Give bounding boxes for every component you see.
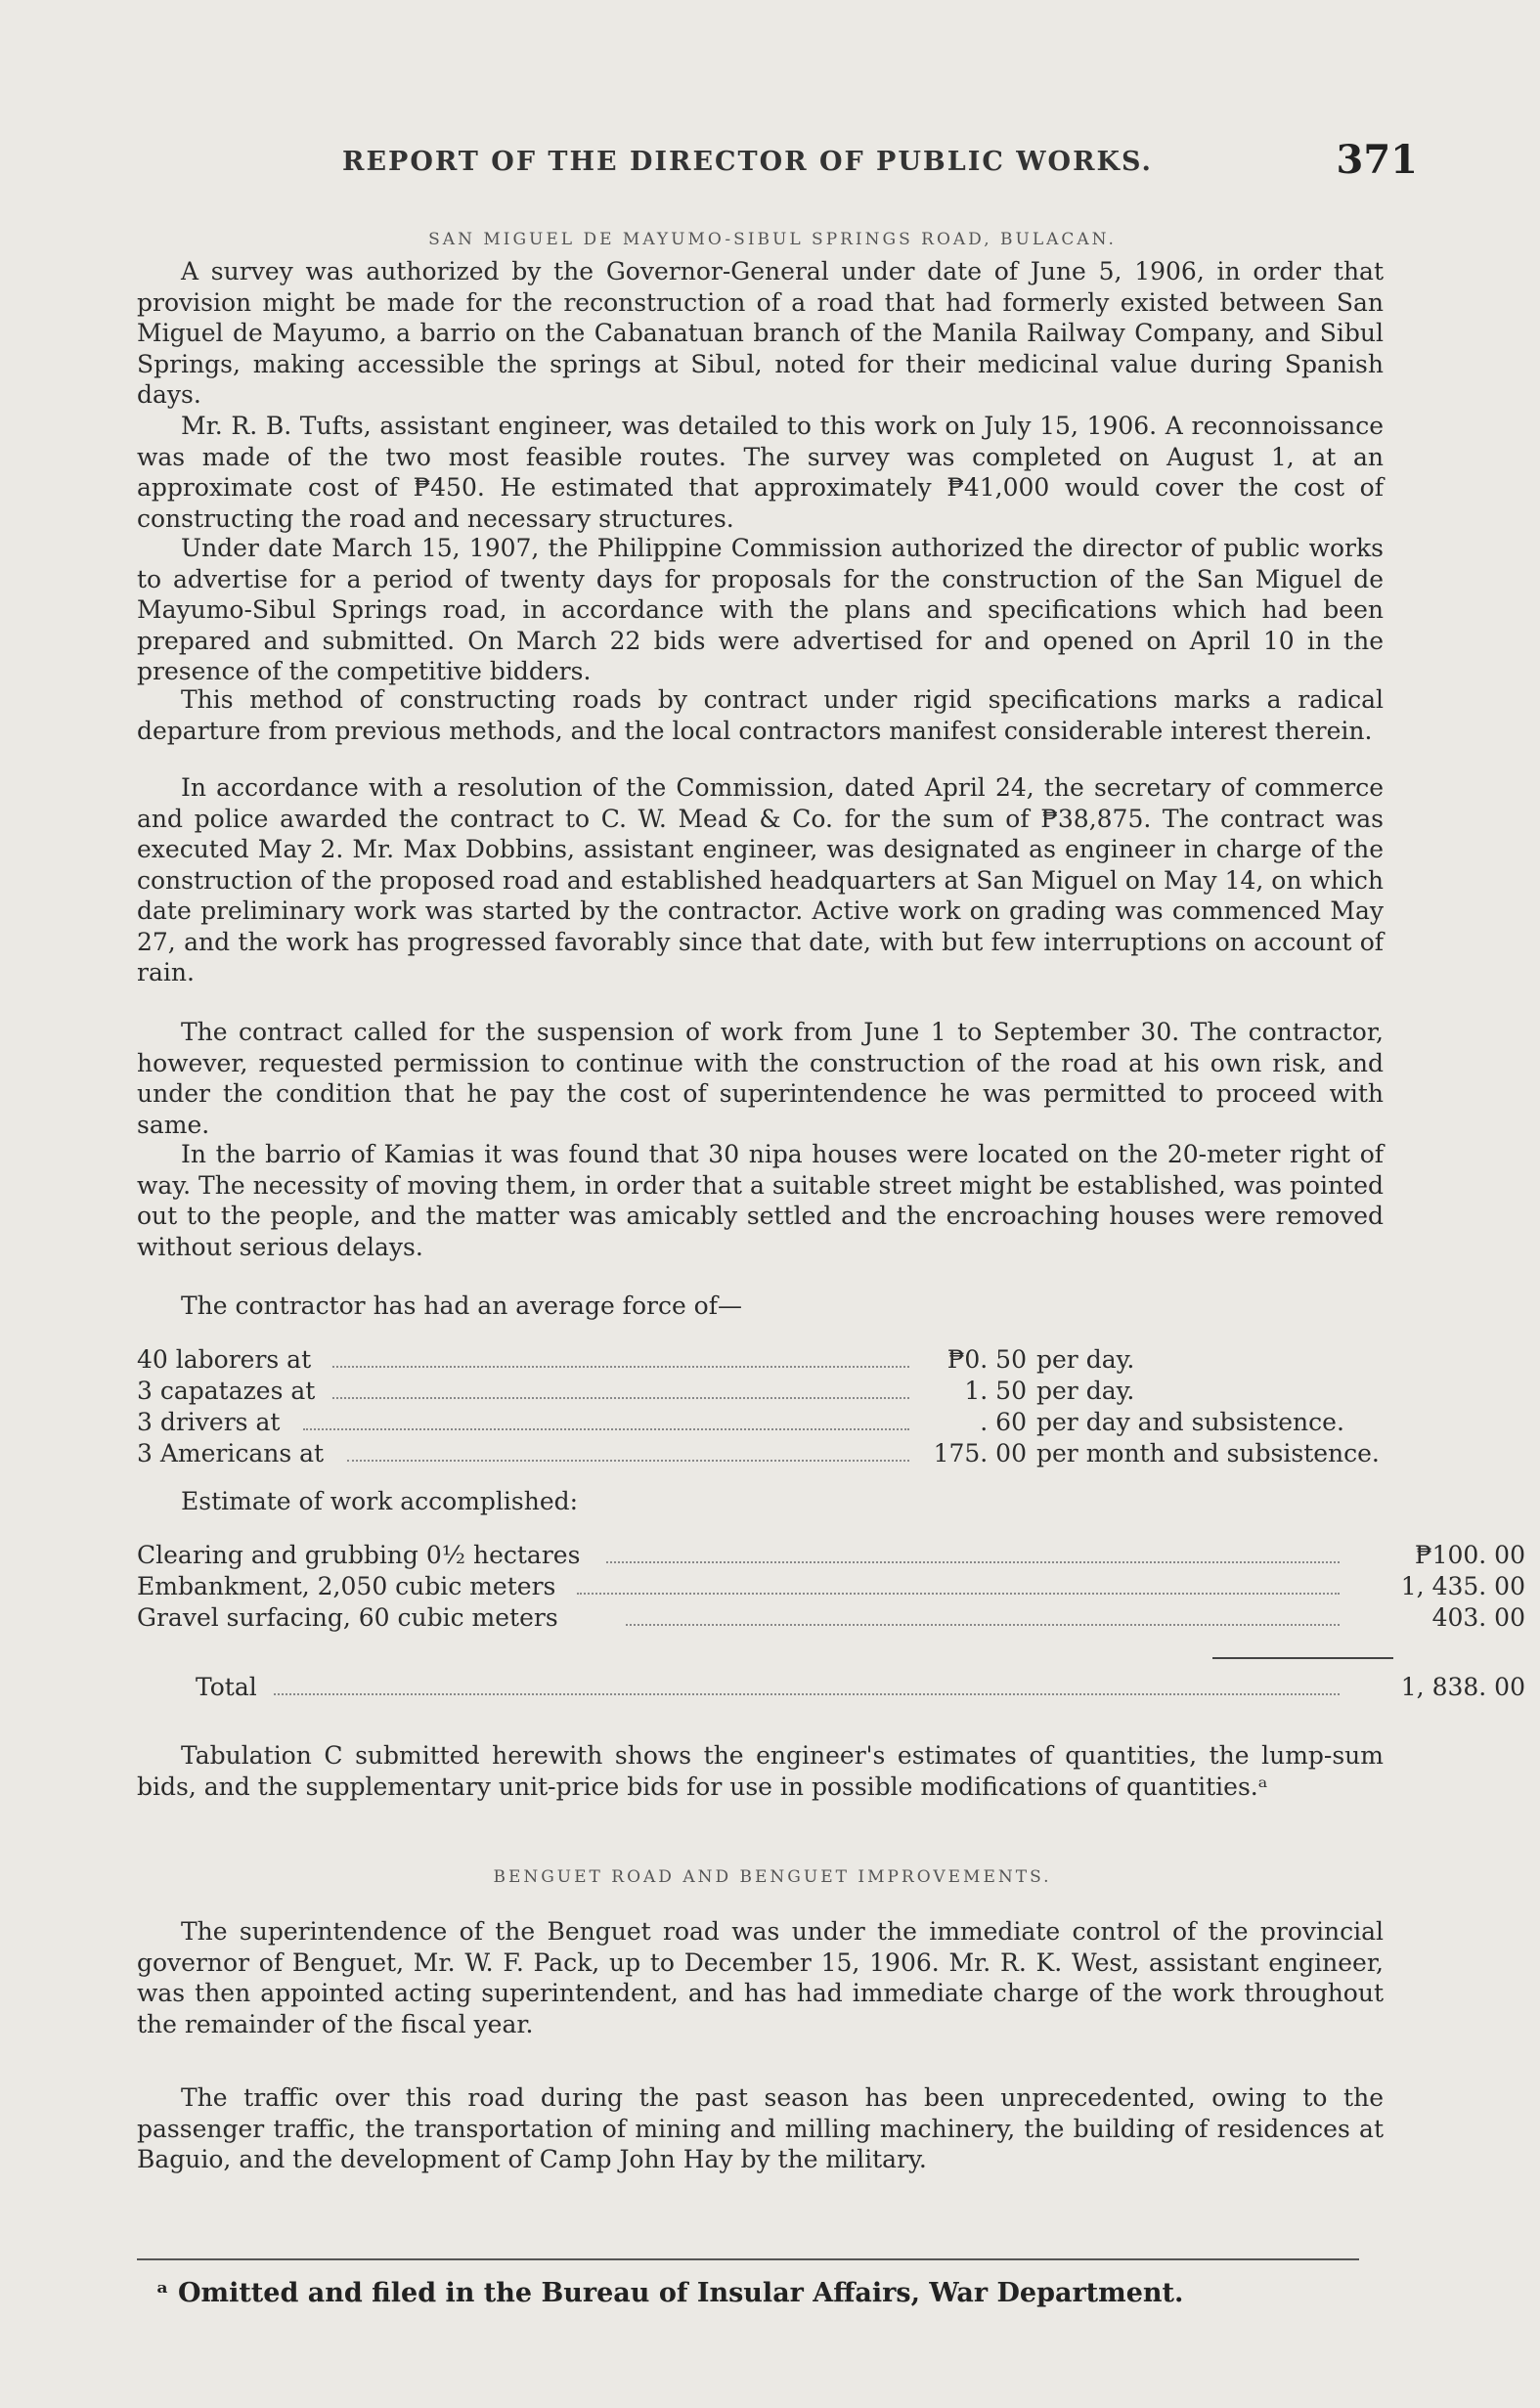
row-label: 40 laborers at bbox=[137, 1345, 312, 1374]
page-header bbox=[342, 137, 1437, 196]
leader-dots bbox=[347, 1460, 909, 1462]
row-amount: ₱0. 50 bbox=[946, 1345, 1027, 1374]
leader-dots bbox=[332, 1397, 909, 1399]
total-amount: 1, 838. 00 bbox=[1400, 1673, 1525, 1701]
leader-dots bbox=[274, 1693, 1340, 1695]
total-row bbox=[137, 1672, 1525, 1703]
footnote: ᵃ Omitted and filed in the Bureau of Insular Affairs, War Department. bbox=[156, 2278, 1184, 2308]
leader-dots bbox=[332, 1366, 909, 1368]
total-table bbox=[137, 1672, 1525, 1703]
row-label: Clearing and grubbing 0½ hectares bbox=[137, 1541, 581, 1569]
leader-dots bbox=[626, 1624, 1340, 1626]
total-rule bbox=[1212, 1657, 1393, 1659]
paragraph: The contractor has had an average force of— bbox=[181, 1292, 742, 1320]
row-amount: 403. 00 bbox=[1431, 1603, 1525, 1632]
row-amount: 1. 50 bbox=[964, 1377, 1027, 1405]
footnote-rule bbox=[137, 2258, 1359, 2260]
paragraph: The contract called for the suspension of work from June 1 to September 30. The contractor, however, requested permission to continue with the construction of the road at his own risk, and under the condition that he pay the cost of superintendence he was permitted to proceed with same. bbox=[137, 1018, 1384, 1139]
table-row bbox=[137, 1438, 1384, 1469]
section-title: BENGUET ROAD AND BENGUET IMPROVEMENTS. bbox=[493, 1867, 1052, 1887]
row-amount: 1, 435. 00 bbox=[1400, 1572, 1525, 1600]
row-amount: 175. 00 bbox=[933, 1439, 1027, 1467]
running-head: REPORT OF THE DIRECTOR OF PUBLIC WORKS. bbox=[342, 147, 1153, 177]
row-amount: ₱100. 00 bbox=[1414, 1541, 1525, 1569]
table-row bbox=[137, 1602, 1525, 1634]
paragraph: This method of constructing roads by contract under rigid specifications marks a radical departure from previous methods, and the local contractors manifest considerable interest therein. bbox=[137, 685, 1384, 745]
paragraph: Estimate of work accomplished: bbox=[181, 1487, 579, 1515]
paragraph: In accordance with a resolution of the Commission, dated April 24, the secretary of commerce and police awarded the contract to C. W. Mead & Co. for the sum of ₱38,875. The contract was executed May 2. Mr. Max Dobbins, assistant engineer, was designated as engineer in charge of the construction of the proposed road and established headquarters at San Miguel on May 14, on which date preliminary work was started by the contractor. Active work on grading was commenced May 27, and the work has progressed favorably since that date, with but few interruptions on account of rain. bbox=[137, 773, 1384, 986]
leader-dots bbox=[577, 1593, 1340, 1595]
force-table bbox=[137, 1344, 1384, 1469]
row-label: Gravel surfacing, 60 cubic meters bbox=[137, 1603, 558, 1632]
table-row bbox=[137, 1376, 1384, 1407]
row-amount: . 60 bbox=[980, 1408, 1027, 1436]
table-row bbox=[137, 1407, 1384, 1438]
table-row bbox=[137, 1540, 1525, 1571]
leader-dots bbox=[606, 1561, 1340, 1563]
row-label: 3 capatazes at bbox=[137, 1377, 316, 1405]
row-desc: per day and subsistence. bbox=[1036, 1408, 1344, 1436]
paragraph: In the barrio of Kamias it was found that 30 nipa houses were located on the 20-meter right of way. The necessity of moving them, in order that a suitable street might be established, was pointed out to the people, and the matter was amicably settled and the encroaching houses were removed without serious delays. bbox=[137, 1140, 1384, 1261]
row-desc: per month and subsistence. bbox=[1036, 1439, 1380, 1467]
table-row bbox=[137, 1344, 1384, 1376]
row-label: 3 drivers at bbox=[137, 1408, 281, 1436]
paragraph: The traffic over this road during the past season has been unprecedented, owing to the passenger traffic, the transportation of mining and milling machinery, the building of residences at Baguio, and the development of Camp John Hay by the military. bbox=[137, 2083, 1384, 2173]
paragraph: Mr. R. B. Tufts, assistant engineer, was detailed to this work on July 15, 1906. A reconnoissance was made of the two most feasible routes. The survey was completed on August 1, at an approximate cost of ₱450. He estimated that approximately ₱41,000 would cover the cost of constructing the road and necessary structures. bbox=[137, 412, 1384, 533]
table-row bbox=[137, 1571, 1525, 1602]
row-label: 3 Americans at bbox=[137, 1439, 325, 1467]
paragraph: Tabulation C submitted herewith shows the engineer's estimates of quantities, the lump-sum bids, and the supplementary unit-price bids for use in possible modifications of quantities.ᵃ bbox=[137, 1741, 1384, 1801]
total-label: Total bbox=[196, 1673, 257, 1701]
leader-dots bbox=[303, 1428, 909, 1430]
paragraph: The superintendence of the Benguet road was under the immediate control of the provincial governor of Benguet, Mr. W. F. Pack, up to December 15, 1906. Mr. R. K. West, assistant engineer, was then appointed acting superintendent, and has had immediate charge of the work throughout the remainder of the fiscal year. bbox=[137, 1917, 1384, 2038]
section-title: SAN MIGUEL DE MAYUMO-SIBUL SPRINGS ROAD, BULACAN. bbox=[428, 230, 1117, 249]
paragraph: A survey was authorized by the Governor-General under date of June 5, 1906, in order that provision might be made for the reconstruction of a road that had formerly existed between San Miguel de Mayumo, a barrio on the Cabanatuan branch of the Manila Railway Company, and Sibul Springs, making accessible the springs at Sibul, noted for their medicinal value during Spanish days. bbox=[137, 257, 1384, 409]
row-desc: per day. bbox=[1036, 1345, 1135, 1374]
page-number: 371 bbox=[1336, 137, 1418, 183]
row-desc: per day. bbox=[1036, 1377, 1135, 1405]
paragraph: Under date March 15, 1907, the Philippine Commission authorized the director of public works to advertise for a period of twenty days for proposals for the construction of the San Miguel de Mayumo-Sibul Springs road, in accordance with the plans and specifications which had been prepared and submitted. On March 22 bids were advertised for and opened on April 10 in the presence of the competitive bidders. bbox=[137, 534, 1384, 685]
estimate-table bbox=[137, 1540, 1525, 1634]
row-label: Embankment, 2,050 cubic meters bbox=[137, 1572, 556, 1600]
